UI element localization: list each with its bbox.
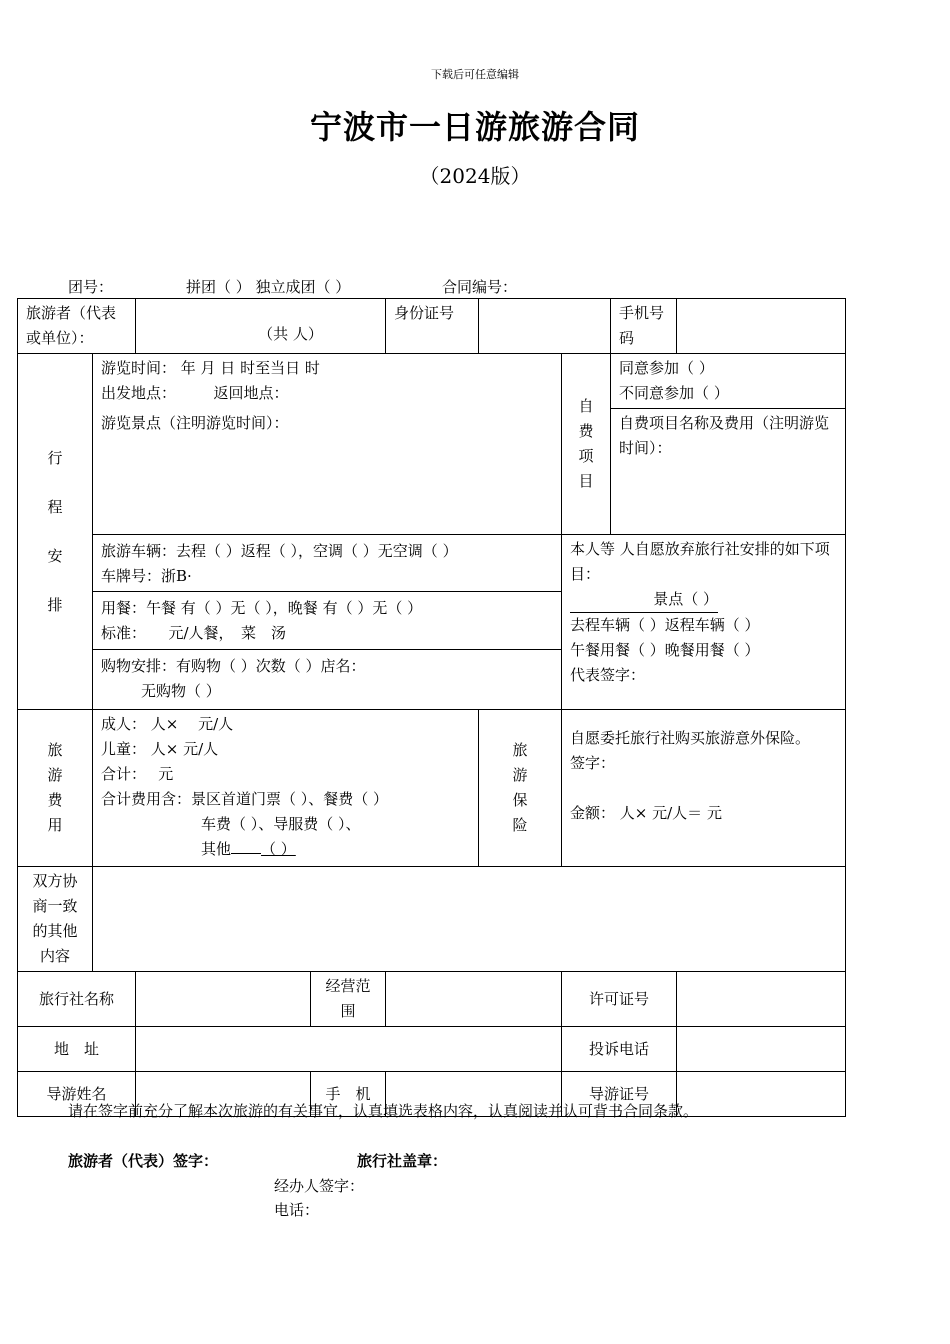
- fees-cell[interactable]: [93, 710, 479, 867]
- license-input[interactable]: [677, 972, 846, 1027]
- vehicle-label: 旅游车辆：去程（ ）返程（ ），空调（ ）无空调（ ）: [101, 542, 458, 560]
- vehicle-cell[interactable]: [93, 535, 562, 592]
- waiver-line-4: 午餐用餐（ ）晚餐用餐（ ）: [570, 641, 760, 659]
- meal-standard: 标准： 元/人餐， 菜 汤: [101, 624, 287, 642]
- tourist-label: 旅游者（代表或单位）：: [26, 304, 117, 347]
- version-label: （2024版）: [419, 164, 531, 188]
- waiver-sign: 代表签字：: [570, 666, 646, 684]
- header-note: 下载后可任意编辑: [431, 68, 519, 81]
- selfpay-side-label: 自 费 项 目: [562, 354, 611, 535]
- agency-seal-label: 旅行社盖章：: [357, 1152, 448, 1170]
- contract-no-label: 合同编号：: [442, 278, 518, 296]
- other-content-label: 双方协商一致的其他内容: [32, 872, 78, 965]
- itinerary-time: 游览时间： 年 月 日 时至当日 时: [101, 359, 320, 377]
- waiver-line-3: 去程车辆（ ）返程车辆（ ）: [570, 616, 760, 634]
- waiver-cell[interactable]: [562, 535, 846, 710]
- adult-fee: 成人： 人× 元/人: [101, 715, 234, 733]
- itinerary-side-label: 行 程 安 排: [18, 354, 93, 710]
- selfpay-choice-cell[interactable]: [611, 354, 846, 409]
- plate-label: 车牌号：浙B·: [101, 567, 192, 585]
- insurance-text: 自愿委托旅行社购买旅游意外保险。: [570, 729, 811, 747]
- phone-input-cell[interactable]: [677, 299, 846, 354]
- no-shopping-label: 无购物（ ）: [141, 682, 221, 700]
- agency-scope-label: 经营范围: [311, 972, 386, 1027]
- insurance-amount: 金额： 人× 元/人＝ 元: [570, 804, 722, 822]
- phone-label: 手机号码: [619, 304, 665, 347]
- id-label: 身份证号: [394, 304, 455, 322]
- agent-sign-label: 经办人签字：: [274, 1177, 365, 1195]
- total-fee: 合计： 元: [101, 765, 174, 783]
- meal-label: 用餐：午餐 有（ ）无（ ），晚餐 有（ ）无（ ）: [101, 599, 423, 617]
- complaint-label: 投诉电话: [562, 1027, 677, 1072]
- tourist-name-cell[interactable]: [136, 299, 386, 354]
- agency-name-label: 旅行社名称: [18, 972, 136, 1027]
- other-content-label-cell: [18, 867, 93, 972]
- guide-name-label: 导游姓名: [18, 1072, 136, 1117]
- includes-line-1: 合计费用含：景区首道门票（ ）、餐费（ ）: [101, 790, 389, 808]
- license-label: 许可证号: [562, 972, 677, 1027]
- phone-label-cell: [611, 299, 677, 354]
- selfpay-items-label: 自费项目名称及费用（注明游览时间）：: [619, 414, 830, 457]
- tourist-sign-label: 旅游者（代表）签字：: [68, 1152, 219, 1170]
- group-type-label: 拼团（ ） 独立成团（ ）: [186, 278, 351, 296]
- agree-option[interactable]: 同意参加（ ）: [619, 359, 714, 377]
- address-label: 地 址: [18, 1027, 136, 1072]
- count-label: （共 人）: [258, 325, 323, 343]
- sights-label: 游览景点（注明游览时间）：: [101, 413, 289, 432]
- shopping-cell[interactable]: [93, 650, 562, 710]
- child-fee: 儿童： 人× 元/人: [101, 740, 219, 758]
- selfpay-items-cell[interactable]: [611, 409, 846, 535]
- includes-line-2: 车费（ ）、导服费（ ）、: [201, 815, 361, 833]
- insurance-cell[interactable]: [562, 710, 846, 867]
- insurance-side-label: 旅 游 保 险: [479, 710, 562, 867]
- other-content-cell[interactable]: [93, 867, 846, 972]
- insurance-sign: 签字：: [570, 754, 616, 772]
- page-title: 宁波市一日游旅游合同: [309, 108, 640, 146]
- footer-notice: 请在签字前充分了解本次旅游的有关事宜，认真填选表格内容，认真阅读并认可背书合同条款。: [68, 1102, 699, 1120]
- fees-side-label: 旅 游 费 用: [18, 710, 93, 867]
- agency-scope-input[interactable]: [386, 972, 562, 1027]
- itinerary-time-cell[interactable]: [93, 354, 562, 409]
- includes-line-3: 其他 （ ）: [201, 840, 296, 858]
- guide-id-label: 导游证号: [562, 1072, 677, 1117]
- disagree-option[interactable]: 不同意参加（ ）: [619, 384, 729, 402]
- address-input[interactable]: [136, 1027, 562, 1072]
- tourist-label-cell: [18, 299, 136, 354]
- mobile-label: 手 机: [311, 1072, 386, 1117]
- agency-name-input[interactable]: [136, 972, 311, 1027]
- phone-label: 电话：: [274, 1201, 320, 1219]
- meal-cell[interactable]: [93, 592, 562, 650]
- group-no-label: 团号：: [68, 278, 114, 296]
- waiver-line-2: 景点（ ）: [570, 587, 718, 613]
- id-label-cell: [386, 299, 479, 354]
- guide-id-input[interactable]: [677, 1072, 846, 1117]
- sights-cell[interactable]: [93, 409, 562, 535]
- shopping-label: 购物安排：有购物（ ）次数（ ）店名：: [101, 657, 366, 675]
- complaint-input[interactable]: [677, 1027, 846, 1072]
- contract-form: [17, 298, 846, 1117]
- waiver-line-1: 本人等 人自愿放弃旅行社安排的如下项目：: [570, 540, 830, 583]
- id-input-cell[interactable]: [479, 299, 611, 354]
- itinerary-places: 出发地点： 返回地点：: [101, 384, 289, 402]
